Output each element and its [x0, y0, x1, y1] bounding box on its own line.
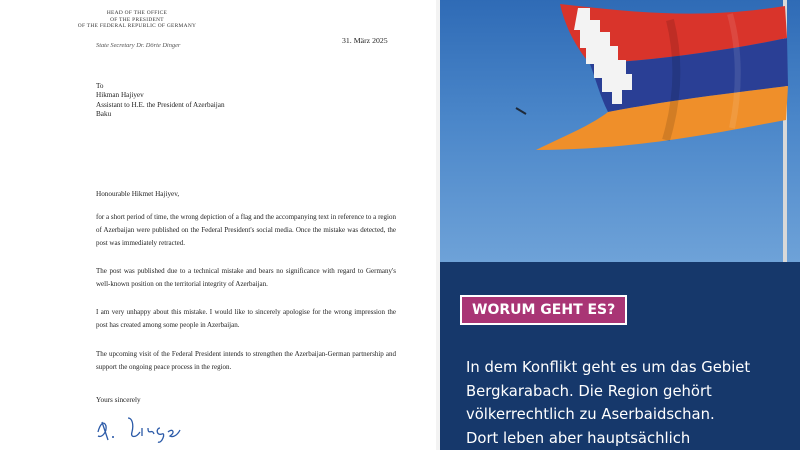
social-media-graphic: [440, 0, 800, 450]
closing: Yours sincerely: [96, 396, 141, 404]
letter-paragraph: I am very unhappy about this mistake. I would like to sincerely apologise for the wrong impression the post has created among some people in Azerbaijan.: [96, 308, 396, 329]
letterhead-line: OF THE PRESIDENT: [110, 16, 164, 23]
sender-name: State Secretary Dr. Dörte Dinger: [96, 42, 181, 49]
recipient-line: Hikman Hajiyev: [96, 91, 144, 100]
recipient-line: Baku: [96, 110, 112, 119]
recipient-address: [96, 82, 225, 120]
info-text-line: In dem Konflikt geht es um das Gebiet: [466, 359, 751, 376]
letterhead-line: OF THE FEDERAL REPUBLIC OF GERMANY: [77, 23, 197, 30]
letter-paragraph: for a short period of time, the wrong depiction of a flag and the accompanying text in reference to a region of Azerbaijan were published on the Federal President's social media. Once the mistake was detected, the post was immediately retracted.: [96, 213, 396, 247]
letter-paragraph: The upcoming visit of the Federal President intends to strengthen the Azerbaijan-German partnership and support the ongoing peace process in the region.: [96, 350, 396, 371]
recipient-line: To: [96, 82, 104, 90]
section-badge: WORUM GEHT ES?: [460, 295, 627, 325]
recipient-line: Assistant to H.E. the President of Azerbaijan: [96, 100, 225, 109]
info-text-line: Dort leben aber hauptsächlich: [466, 429, 691, 447]
info-text-line: völkerrechtlich zu Aserbaidschan.: [466, 406, 715, 423]
salutation: Honourable Hikmet Hajiyev,: [96, 190, 180, 198]
letterhead-line: HEAD OF THE OFFICE: [106, 10, 168, 16]
letterhead: [62, 10, 212, 30]
info-text-line: Bergkarabach. Die Region gehört: [466, 382, 712, 400]
letter-date: 31. März 2025: [342, 36, 388, 45]
flag-image: [440, 0, 800, 262]
letter-paragraph: The post was published due to a technical mistake and bears no significance with regard to Germany's well-known position on the territorial integrity of Azerbaijan.: [96, 267, 396, 288]
handwritten-signature: [92, 410, 192, 444]
info-text: [466, 356, 796, 450]
info-panel: [440, 262, 800, 450]
bird: [516, 108, 526, 114]
